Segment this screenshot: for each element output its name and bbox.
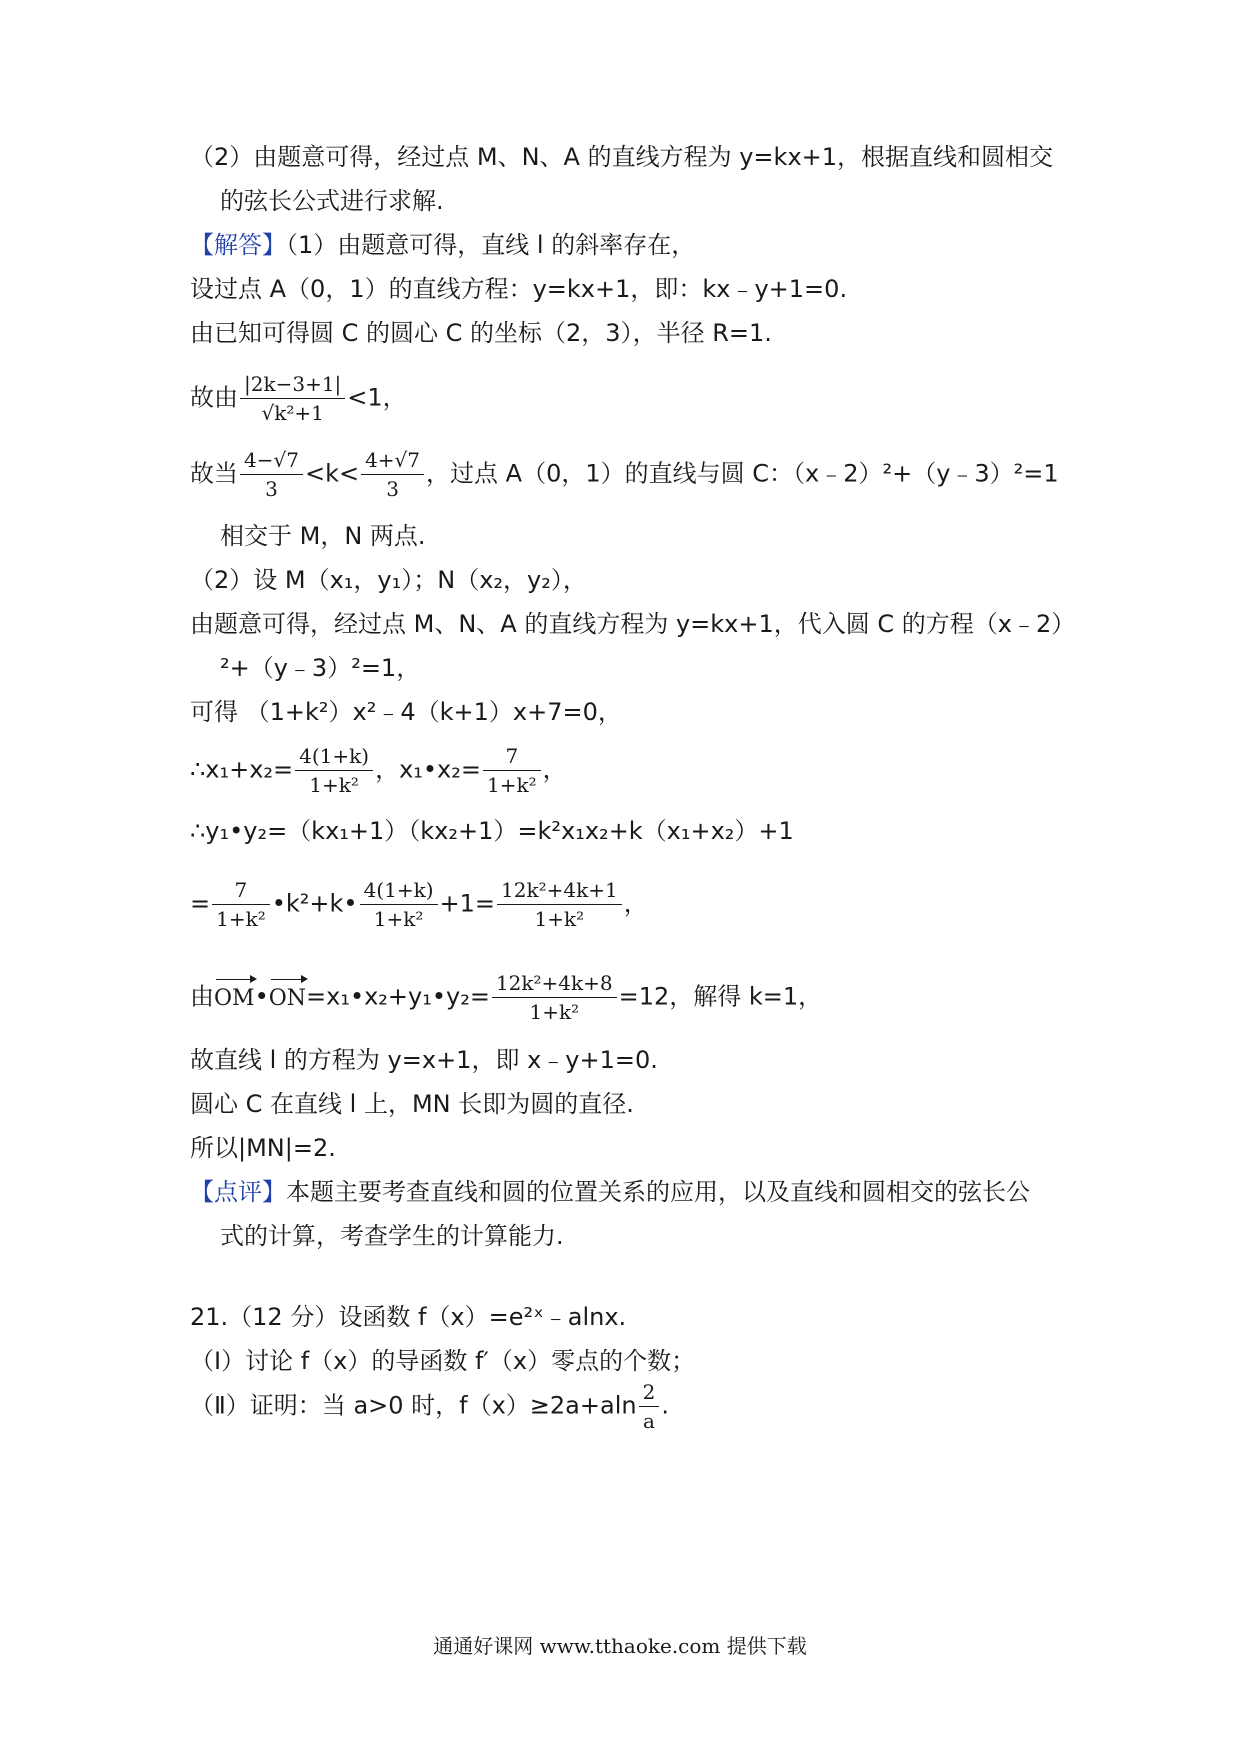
formula-line bbox=[190, 744, 567, 797]
vector-on: ON bbox=[269, 983, 306, 1015]
fraction-numerator: |2k−3+1| bbox=[240, 372, 345, 399]
fraction-numerator: 4+√7 bbox=[361, 448, 424, 475]
review-tag: 【点评】 bbox=[190, 1178, 286, 1206]
fraction-denominator: 3 bbox=[386, 477, 399, 501]
text-line bbox=[190, 1345, 695, 1377]
dot-operator: • bbox=[254, 982, 269, 1011]
line-text: =x₁•x₂+y₁•y₂= bbox=[306, 982, 490, 1011]
line-text: 式的计算，考查学生的计算能力. bbox=[220, 1222, 564, 1250]
fraction-denominator: 1+k² bbox=[534, 907, 585, 931]
fraction bbox=[240, 448, 303, 501]
fraction bbox=[492, 971, 617, 1024]
text-line bbox=[190, 1044, 658, 1076]
fraction bbox=[212, 878, 270, 931]
text-line bbox=[190, 815, 794, 847]
fraction-denominator: 1+k² bbox=[216, 907, 266, 931]
page-footer: 通通好课网 www.tthaoke.com 提供下载 bbox=[433, 1634, 807, 1658]
fraction bbox=[240, 372, 345, 425]
text-line bbox=[190, 141, 1053, 173]
fraction-denominator: 1+k² bbox=[373, 907, 424, 931]
line-text: = bbox=[190, 889, 211, 918]
line-text: 相交于 M，N 两点. bbox=[220, 522, 426, 550]
line-text: 由已知可得圆 C 的圆心 C 的坐标（2，3），半径 R=1. bbox=[190, 319, 772, 347]
fraction bbox=[483, 744, 541, 797]
line-text: ，过点 A（0，1）的直线与圆 C：（x﹣2）²+（y﹣3）²=1 bbox=[426, 459, 1059, 488]
line-text: ∴y₁•y₂=（kx₁+1）（kx₂+1）=k²x₁x₂+k（x₁+x₂）+1 bbox=[190, 817, 794, 845]
formula-line bbox=[190, 1380, 669, 1433]
line-text: （1）由题意可得，直线 l 的斜率存在， bbox=[286, 231, 696, 259]
line-text: 本题主要考查直线和圆的位置关系的应用，以及直线和圆相交的弦长公 bbox=[286, 1178, 1030, 1206]
fraction-numerator: 12k²+4k+1 bbox=[497, 878, 622, 905]
text-line bbox=[190, 273, 847, 305]
text-line bbox=[220, 520, 426, 552]
answer-tag: 【解答】 bbox=[190, 231, 286, 259]
line-text: 故当 bbox=[190, 459, 238, 488]
formula-line bbox=[190, 448, 1059, 501]
fraction-denominator: 1+k² bbox=[309, 773, 359, 797]
line-text: （Ⅰ）讨论 f（x）的导函数 f′（x）零点的个数； bbox=[190, 1347, 696, 1375]
line-text: 设过点 A（0，1）的直线方程：y=kx+1，即：kx﹣y+1=0. bbox=[190, 275, 848, 303]
line-text: 圆心 C 在直线 l 上，MN 长即为圆的直径. bbox=[190, 1090, 634, 1118]
line-text: 的弦长公式进行求解. bbox=[220, 187, 444, 215]
line-text: 故由 bbox=[190, 383, 238, 412]
line-text: . bbox=[661, 1391, 669, 1420]
text-line bbox=[220, 652, 420, 684]
line-text: <1， bbox=[347, 383, 407, 412]
fraction bbox=[295, 744, 373, 797]
text-line bbox=[190, 696, 622, 728]
line-text: ²+（y﹣3）²=1， bbox=[220, 654, 421, 682]
fraction-numerator: 2 bbox=[639, 1380, 660, 1407]
line-text: 21.（12 分）设函数 f（x）=e²ˣ﹣alnx. bbox=[190, 1303, 627, 1331]
line-text: ， bbox=[623, 889, 648, 918]
fraction bbox=[497, 878, 622, 931]
line-text: 由 bbox=[190, 982, 214, 1011]
line-text: <k< bbox=[304, 459, 360, 488]
text-line bbox=[220, 185, 444, 217]
line-text: ， bbox=[542, 755, 567, 784]
fraction-denominator: 3 bbox=[265, 477, 278, 501]
fraction-numerator: 7 bbox=[483, 744, 541, 771]
text-line bbox=[190, 1132, 336, 1164]
fraction bbox=[639, 1380, 660, 1433]
fraction bbox=[360, 878, 438, 931]
line-text: （2）由题意可得，经过点 M、N、A 的直线方程为 y=kx+1，根据直线和圆相交 bbox=[190, 143, 1054, 171]
fraction-numerator: 7 bbox=[212, 878, 270, 905]
line-text: （2）设 M（x₁，y₁）；N（x₂，y₂）， bbox=[190, 566, 587, 594]
fraction-denominator: a bbox=[642, 1409, 655, 1433]
fraction-denominator: 1+k² bbox=[529, 1000, 580, 1024]
fraction bbox=[361, 448, 424, 501]
fraction-numerator: 4−√7 bbox=[240, 448, 303, 475]
line-text: 可得 （1+k²）x²﹣4（k+1）x+7=0， bbox=[190, 698, 622, 726]
text-line bbox=[220, 1220, 564, 1252]
formula-line bbox=[190, 372, 407, 425]
text-line bbox=[190, 608, 1075, 640]
question-title bbox=[190, 1301, 626, 1333]
text-line bbox=[190, 564, 587, 596]
line-text: 故直线 l 的方程为 y=x+1，即 x﹣y+1=0. bbox=[190, 1046, 658, 1074]
line-text: •k²+k• bbox=[271, 889, 358, 918]
text-line bbox=[190, 1088, 634, 1120]
line-text: ，x₁•x₂= bbox=[375, 755, 481, 784]
review-heading bbox=[190, 1176, 1030, 1208]
formula-line bbox=[190, 971, 822, 1024]
vector-om: OM bbox=[214, 983, 255, 1015]
fraction-denominator: 1+k² bbox=[487, 773, 537, 797]
text-line bbox=[190, 317, 772, 349]
answer-heading bbox=[190, 229, 695, 261]
fraction-numerator: 4(1+k) bbox=[360, 878, 438, 905]
line-text: +1= bbox=[439, 889, 496, 918]
fraction-numerator: 12k²+4k+8 bbox=[492, 971, 617, 998]
line-text: ∴x₁+x₂= bbox=[190, 755, 294, 784]
formula-line bbox=[190, 878, 648, 931]
line-text: =12，解得 k=1， bbox=[618, 982, 823, 1011]
line-text: （Ⅱ）证明：当 a>0 时，f（x）≥2a+aln bbox=[190, 1391, 637, 1420]
fraction-numerator: 4(1+k) bbox=[295, 744, 373, 771]
line-text: 所以|MN|=2. bbox=[190, 1134, 336, 1162]
line-text: 由题意可得，经过点 M、N、A 的直线方程为 y=kx+1，代入圆 C 的方程（x﹣2） bbox=[190, 610, 1076, 638]
fraction-denominator: √k²+1 bbox=[261, 401, 324, 425]
